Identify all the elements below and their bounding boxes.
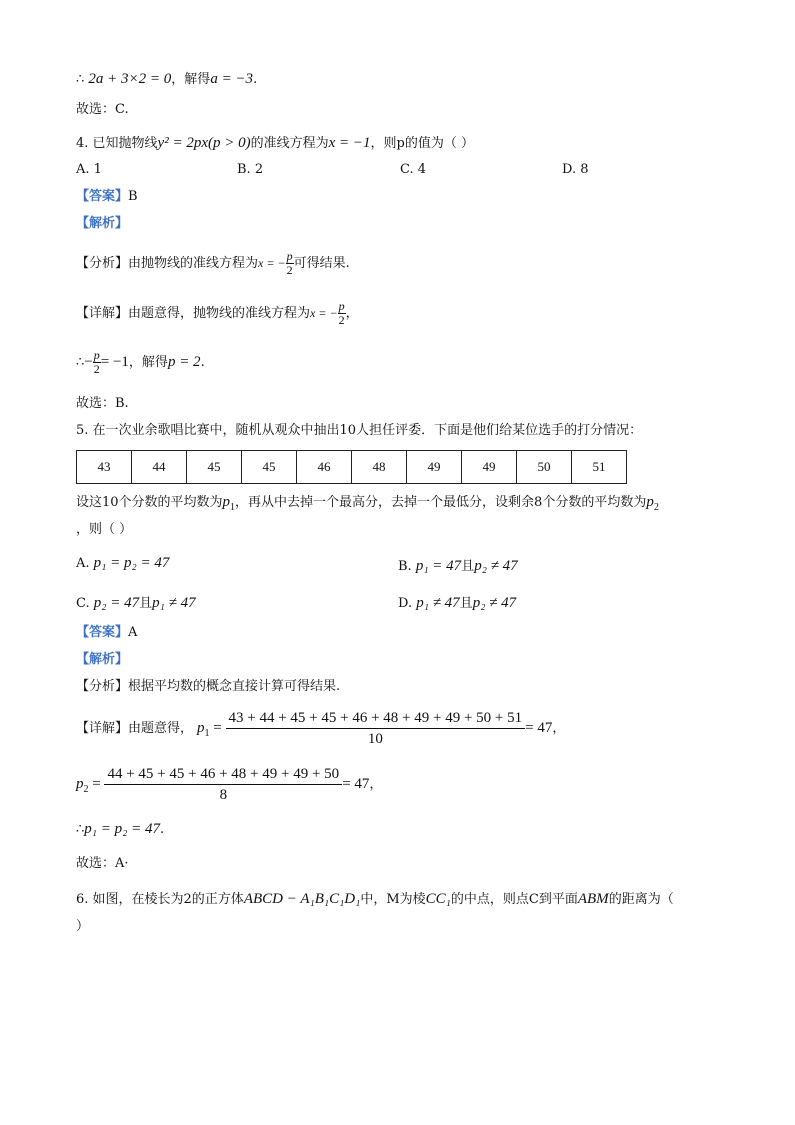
option-and: 且	[459, 596, 473, 611]
q4-solve-text: ，解得	[128, 355, 168, 370]
score-cell: 49	[407, 451, 462, 484]
q4-fenxi-text: 由抛物线的准线方程为	[128, 256, 259, 271]
analysis-tag: 【解析】	[76, 652, 129, 667]
option-label: B.	[398, 559, 412, 574]
q5-line3: ，则（ ）	[76, 522, 133, 537]
q4-detail-end: ，	[345, 306, 359, 321]
p2-fraction	[104, 764, 342, 805]
q6-cube: ABCD − A₁B₁C₁D₁	[243, 891, 361, 907]
prev-equation: 2a + 3×2 = 0	[88, 71, 172, 87]
prev-solve-text: ，解得	[171, 72, 211, 87]
frac-numerator: p	[93, 348, 100, 362]
option-label: A.	[76, 556, 90, 571]
frac-denominator: 10	[367, 731, 383, 747]
answer-tag: 【答案】	[76, 189, 129, 204]
option-math: p₂ ≠ 47	[474, 558, 518, 574]
prev-period: .	[253, 72, 258, 87]
therefore-symbol: ∴	[76, 355, 85, 370]
prev-solution-line	[76, 70, 257, 89]
q5-fenxi-text: 根据平均数的概念直接计算可得结果.	[128, 679, 341, 694]
p1-rhs: = 47	[525, 720, 553, 736]
q5-answer-value: A	[128, 625, 138, 640]
q5-option-a	[76, 555, 169, 572]
q4-fenxi: 【分析】由抛物线的准线方程为x = − $\frac{p}{2}$ 可得结果.	[76, 249, 350, 277]
table-row	[77, 451, 627, 484]
fenxi-tag: 【分析】	[76, 679, 129, 694]
q4-detail: 【详解】由题意得，抛物线的准线方程为x = − $\frac{p}{2}$ ，	[76, 299, 359, 327]
therefore-symbol: ∴	[76, 822, 85, 837]
prev-result: a = −3	[210, 71, 254, 87]
q4-stem	[76, 134, 474, 153]
q6-stem-d: 的距离为（	[608, 892, 674, 907]
q4-eq-rhs: = −1	[100, 354, 129, 370]
q5-analysis-tag	[76, 651, 128, 669]
answer-tag: 【答案】	[76, 625, 129, 640]
q5-conclusion	[76, 820, 164, 839]
q6-edge: CC₁	[425, 891, 451, 907]
q4-fenxi-end: 可得结果.	[293, 256, 350, 271]
q4-parabola: y² = 2px(p > 0)	[157, 135, 251, 151]
q4-fenxi-fraction	[286, 250, 294, 277]
q5-option-c	[76, 592, 196, 612]
fenxi-tag: 【分析】	[76, 256, 129, 271]
score-cell: 51	[572, 451, 627, 484]
q4-answer-value: B	[128, 189, 138, 204]
option-math: p₁ ≠ 47	[416, 595, 460, 611]
option-label: C.	[76, 596, 90, 611]
detail-tag: 【详解】	[76, 306, 129, 321]
scores-table	[76, 450, 627, 484]
p2-rhs: = 47	[342, 776, 370, 792]
score-cell: 45	[187, 451, 242, 484]
q4-option-a: A. 1	[76, 162, 102, 177]
comma: ，	[369, 777, 383, 792]
option-label: D.	[398, 596, 413, 611]
q4-detail-fraction	[338, 300, 346, 327]
option-math: p₁ = 47	[415, 558, 462, 574]
option-and: 且	[461, 559, 475, 574]
option-math: p₂ = 47	[93, 595, 140, 611]
frac-denominator: 2	[338, 313, 345, 327]
score-cell: 43	[77, 451, 132, 484]
q6-stem-a: 6. 如图，在棱长为2的正方体	[76, 892, 244, 907]
q5-detail-text: 由题意得，	[128, 721, 194, 736]
frac-numerator: 44 + 45 + 45 + 46 + 48 + 49 + 49 + 50	[104, 764, 342, 785]
q6-stem-end: ）	[76, 919, 90, 934]
q5-option-b	[398, 555, 518, 575]
period: .	[159, 822, 165, 837]
q4-therefore-fraction	[93, 349, 101, 376]
q4-analysis-tag	[76, 215, 128, 233]
option-math: p₂ ≠ 47	[472, 595, 517, 611]
q5-line2-b: ，再从中去掉一个最高分，去掉一个最低分，设剩余8个分数的平均数为	[235, 495, 647, 510]
q4-detail-text: 由题意得，抛物线的准线方程为	[128, 306, 311, 321]
score-cell: 46	[297, 451, 352, 484]
q4-option-d: D. 8	[562, 162, 589, 177]
score-cell: 49	[462, 451, 517, 484]
frac-denominator: 2	[93, 362, 100, 376]
therefore-symbol: ∴	[76, 72, 85, 87]
q4-option-b: B. 2	[237, 162, 264, 177]
q5-p2-line: $p_2$ = $\frac{44 + 45 + 45 + 46 + 48 + 49 + 49 + 50}{8}$ = 47，	[76, 766, 383, 803]
comma: ，	[552, 721, 566, 736]
q4-result: p = 2	[167, 354, 201, 370]
q4-directrix: x = −1	[328, 135, 371, 151]
q5-line2-a: 设这10个分数的平均数为	[76, 495, 223, 510]
q5-answer	[76, 624, 137, 642]
frac-denominator: 2	[286, 263, 293, 277]
q6-stem	[76, 890, 674, 909]
q4-stem-end: ，则p的值为（ ）	[370, 136, 474, 151]
p1-fraction	[226, 708, 526, 749]
q6-plane: ABM	[577, 891, 609, 907]
q5-stem: 5. 在一次业余歌唱比赛中，随机从观众中抽出10人担任评委．下面是他们给某位选手的打分情况：	[76, 423, 643, 438]
q4-choice: 故选：B.	[76, 396, 129, 411]
q4-option-c: C. 4	[400, 162, 427, 177]
score-cell: 48	[352, 451, 407, 484]
option-math: p₁ = p₂ = 47	[93, 555, 170, 571]
prev-choice: 故选：C.	[76, 102, 129, 117]
q4-stem-start: 4. 已知抛物线	[76, 136, 158, 151]
frac-numerator: p	[286, 249, 293, 263]
q5-line2: 设这10个分数的平均数为$p_1$，再从中去掉一个最高分，去掉一个最低分，设剩余8个分数的平均数为$p_2$	[76, 494, 659, 513]
q5-option-d	[398, 592, 516, 612]
q6-stem-c: 的中点，则点C到平面	[450, 892, 578, 907]
option-math: p₁ ≠ 47	[152, 595, 196, 611]
q5-choice: 故选：A·	[76, 856, 129, 871]
frac-numerator: 43 + 44 + 45 + 45 + 46 + 48 + 49 + 49 + 50 + 51	[226, 708, 526, 729]
q6-stem-b: 中，M为棱	[360, 892, 426, 907]
score-cell: 44	[132, 451, 187, 484]
q5-fenxi	[76, 678, 340, 696]
frac-denominator: 8	[219, 787, 228, 803]
analysis-tag: 【解析】	[76, 216, 129, 231]
q5-detail: 【详解】由题意得， $p_1$ = $\frac{43 + 44 + 45 + 45 + 46 + 48 + 49 + 49 + 50 + 51}{10}$ = 47，	[76, 710, 566, 747]
score-cell: 50	[517, 451, 572, 484]
score-cell: 45	[242, 451, 297, 484]
q5-conclusion-math: p₁ = p₂ = 47	[84, 821, 160, 837]
detail-tag: 【详解】	[76, 721, 129, 736]
frac-numerator: p	[338, 299, 345, 313]
q4-answer	[76, 188, 138, 206]
option-and: 且	[139, 596, 153, 611]
q4-stem-mid: 的准线方程为	[250, 136, 329, 151]
q4-therefore: ∴− $\frac{p}{2}$ = −1，解得p = 2.	[76, 348, 205, 376]
